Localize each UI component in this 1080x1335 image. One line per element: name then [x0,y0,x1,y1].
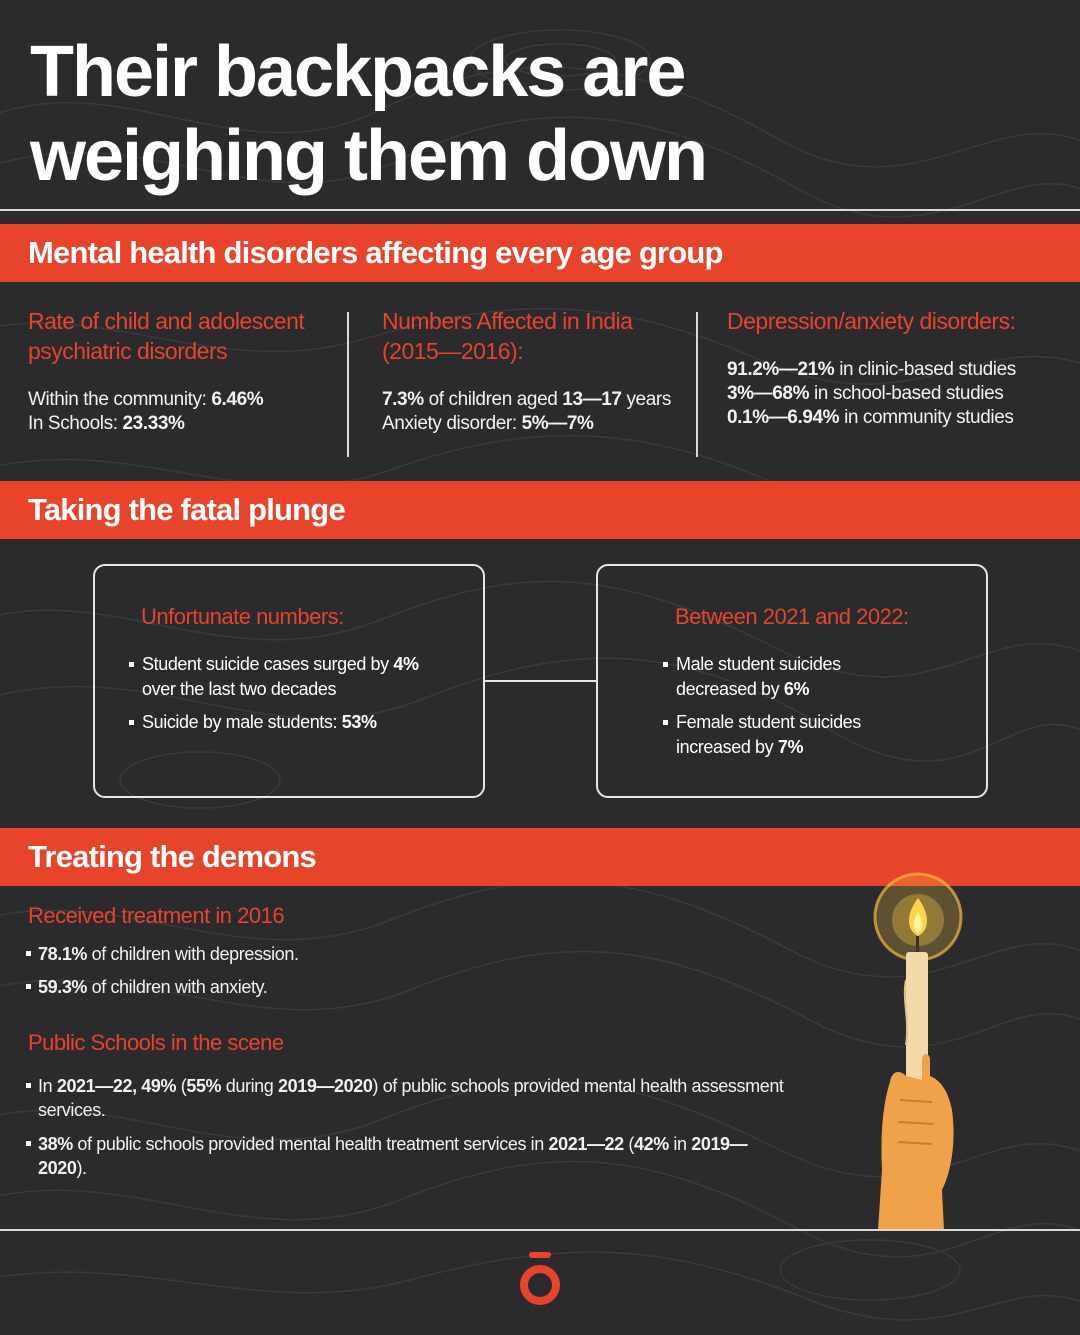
section-heading: Treating the demons [28,839,316,874]
stat-value: 91.2%—21% [727,359,835,380]
stat-value: 7.3% [382,389,424,410]
item-text: Suicide by male students: [142,712,342,732]
stat-value: 0.1%—6.94% [727,407,840,428]
stat-value: 5%—7% [521,413,594,434]
item-value: 4% [393,654,419,674]
item-text: in [668,1134,692,1154]
column-divider [696,312,698,457]
item-value: 2021—22 [548,1134,624,1154]
box-list [129,652,449,743]
brand-logo-icon [515,1250,565,1306]
item-value: 7% [777,737,804,757]
item-text: Female student suicides increased by [676,712,861,757]
item-text: during [221,1076,278,1096]
item-value: 55% [186,1076,222,1096]
section-banner-mental-health [0,224,1080,282]
treatment-list [26,942,526,999]
item-text: of public schools provided mental health treatment services in [72,1134,549,1154]
item-value: 2021—22, 49% [56,1076,177,1096]
column-title: Rate of child and adolescent psychiatric disorders [28,308,305,364]
column-body [28,388,338,436]
list-item [26,1074,786,1122]
column-body [727,358,1047,430]
item-text: ). [76,1158,87,1178]
box-title: Unfortunate numbers: [141,604,344,629]
hand-holding-candle-icon [860,870,980,1230]
box-title: Between 2021 and 2022: [675,604,909,629]
list-item [129,652,449,702]
item-text: ( [176,1076,187,1096]
section-heading: Taking the fatal plunge [28,492,345,527]
list-item [663,652,893,702]
stat-value: 13—17 [562,389,622,410]
item-value: 2019—2020 [278,1076,373,1096]
item-text: ( [623,1134,634,1154]
box-list [663,652,893,768]
item-value: 2019—2020 [38,1134,748,1178]
stat-label: years [621,389,671,410]
item-value: 38% [38,1134,73,1154]
list-item [26,942,526,966]
item-text: of children with depression. [87,944,299,964]
list-item [26,1132,786,1180]
stat-column-india [382,306,687,436]
column-title: Depression/anxiety disorders: [727,308,1016,334]
stat-label: of children aged [423,389,563,410]
stat-value: 6.46% [211,389,264,410]
stat-box-unfortunate-numbers [93,564,485,798]
title-line-1: Their backpacks are [30,32,685,112]
item-text: In [38,1076,57,1096]
stat-column-depression-anxiety [727,306,1047,430]
page-title [30,30,930,198]
box-connector [485,680,597,682]
stat-value: 3%—68% [727,383,810,404]
item-value: 42% [633,1134,669,1154]
public-schools-list [26,1074,786,1180]
list-item [26,975,526,999]
stat-label: Anxiety disorder: [382,413,522,434]
item-value: 53% [341,712,377,732]
stat-label: Within the community: [28,389,212,410]
divider [0,209,1080,211]
stat-column-psychiatric-rate [28,306,338,436]
item-text: ) of public schools provided mental health assessment services. [38,1076,784,1120]
list-item [663,710,893,760]
column-body [382,388,687,436]
item-value: 6% [783,679,810,699]
stat-box-2021-2022 [596,564,988,798]
stat-label: In Schools: [28,413,123,434]
column-divider [347,312,349,457]
list-item [129,710,449,735]
stat-label: in community studies [839,407,1014,428]
stat-label: in school-based studies [809,383,1004,404]
divider [0,1229,1080,1231]
stat-label: in clinic-based studies [834,359,1016,380]
item-text: over the last two decades [142,679,337,699]
item-text: Male student suicides decreased by [676,654,841,699]
item-value: 59.3% [38,977,88,997]
section-banner-fatal-plunge [0,481,1080,539]
subsection-title-treatment: Received treatment in 2016 [28,903,285,928]
item-text: Student suicide cases surged by [142,654,394,674]
item-value: 78.1% [38,944,88,964]
section-heading: Mental health disorders affecting every age group [28,235,723,270]
item-text: of children with anxiety. [87,977,268,997]
title-line-2: weighing them down [30,116,706,196]
stat-value: 23.33% [122,413,185,434]
column-title: Numbers Affected in India (2015—2016): [382,308,633,364]
subsection-title-public-schools: Public Schools in the scene [28,1030,284,1055]
